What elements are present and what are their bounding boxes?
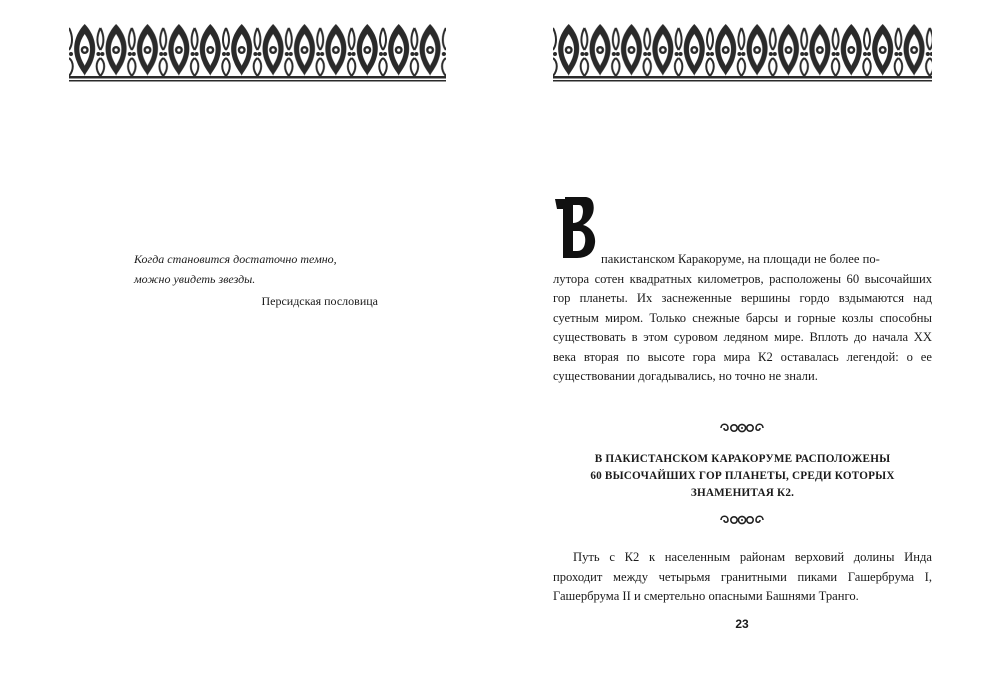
- ornamental-border-right: [553, 18, 932, 82]
- paragraph-1: [553, 250, 932, 387]
- swirl-ornament-icon: [719, 513, 765, 527]
- paragraph-1-rest: лутора сотен квадратных километров, расположены 60 высочайших гор планеты. Их заснеженные вершины гордо вздымаются над суетным миром. Только снежные барсы и горные козлы способны существовать в этом суровом ледяном мире. Вплоть до начала XX века вторая по высоте гора мира К2 оставалась легендой: о ее существовании догадывались, но точно не знали.: [553, 271, 932, 383]
- epigraph-line-2: можно увидеть звезды.: [134, 272, 256, 286]
- epigraph-line-1: Когда становится достаточно темно,: [134, 252, 337, 266]
- paragraph-1-first-line: пакистанском Каракоруме, на площади не более по-: [601, 252, 880, 266]
- swirl-ornament-icon: [719, 421, 765, 435]
- paragraph-2: Путь с К2 к населенным районам верховий долины Инда проходит между четырьмя гранитными пиками Гашербрума I, Гашербрума II и смертельно опасными Башнями Транго.: [553, 550, 932, 603]
- right-page: [500, 0, 1000, 678]
- pull-quote-line-1: В ПАКИСТАНСКОМ КАРАКОРУМЕ РАСПОЛОЖЕНЫ: [594, 453, 891, 465]
- pull-quote-line-3: ЗНАМЕНИТАЯ К2.: [690, 487, 795, 499]
- epigraph: [134, 249, 378, 311]
- ornamental-border-left: [69, 18, 446, 82]
- pull-quote: [575, 451, 910, 502]
- page-number: 23: [735, 617, 749, 631]
- pull-quote-line-2: 60 ВЫСОЧАЙШИХ ГОР ПЛАНЕТЫ, СРЕДИ КОТОРЫХ: [590, 470, 895, 482]
- arabesque-border-icon: [553, 18, 932, 82]
- arabesque-border-icon: [69, 18, 446, 82]
- epigraph-source: Персидская пословица: [261, 294, 378, 308]
